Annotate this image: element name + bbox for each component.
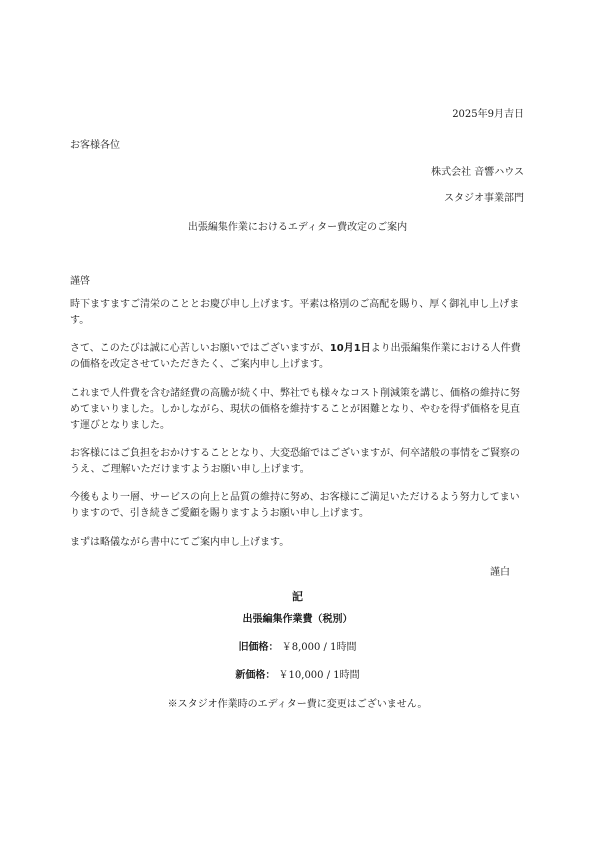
old-price-row (0, 638, 595, 653)
fee-title: 出張編集作業費（税別） (242, 614, 353, 625)
announcement-text-after: より出張編集作業における人件費の価格を改定させていただきたく、ご案内申し上げます。 (70, 343, 521, 370)
effective-date: 10月1日 (329, 343, 371, 354)
salutation: 謹啓 (70, 276, 90, 287)
company-name: 株式会社 音響ハウス (431, 167, 524, 178)
paragraph-reason: これまで人件費を含む諸経費の高騰が続く中、弊社でも様々なコスト削減策を講じ、価格の維持に努めてまいりました。しかしながら、現状の価格を維持することが困難となり、やむを得ず価格を見直す運びとなりました。 (70, 388, 520, 431)
announcement-text-before: さて、このたびは誠に心苦しいお願いではございますが、 (70, 343, 330, 354)
new-price-row (0, 666, 595, 681)
paragraph-announcement (70, 341, 528, 373)
new-price-label: 新価格： (235, 670, 276, 681)
paragraph-commitment: 今後もより一層、サービスの向上と品質の維持に努め、お客様にご満足いただけるよう努力してまいりますので、引き続きご愛顧を賜りますようお願い申し上げます。 (70, 492, 520, 519)
recipient: お客様各位 (70, 140, 120, 151)
studio-note: ※スタジオ作業時のエディター費に変更はございません。 (167, 699, 428, 710)
department-name: スタジオ事業部門 (444, 193, 524, 204)
letter-date: 2025年9月吉日 (452, 109, 524, 120)
old-price-label: 旧価格： (238, 642, 279, 653)
notice-heading: 記 (292, 590, 303, 603)
new-price-value: ￥10,000 / 1時間 (278, 670, 360, 681)
old-price-value: ￥8,000 / 1時間 (281, 642, 357, 653)
closing-word: 謹白 (490, 567, 510, 578)
letter-subject: 出張編集作業におけるエディター費改定のご案内 (187, 222, 408, 233)
paragraph-apology: お客様にはご負担をおかけすることとなり、大変恐縮ではございますが、何卒諸般の事情をご賢察のうえ、ご理解いただけますようお願い申し上げます。 (70, 448, 520, 475)
paragraph-closing-remark: まずは略儀ながら書中にてご案内申し上げます。 (70, 537, 290, 548)
paragraph-greeting: 時下ますますご清栄のこととお慶び申し上げます。平素は格別のご高配を賜り、厚く御礼申し上げます。 (70, 299, 520, 326)
